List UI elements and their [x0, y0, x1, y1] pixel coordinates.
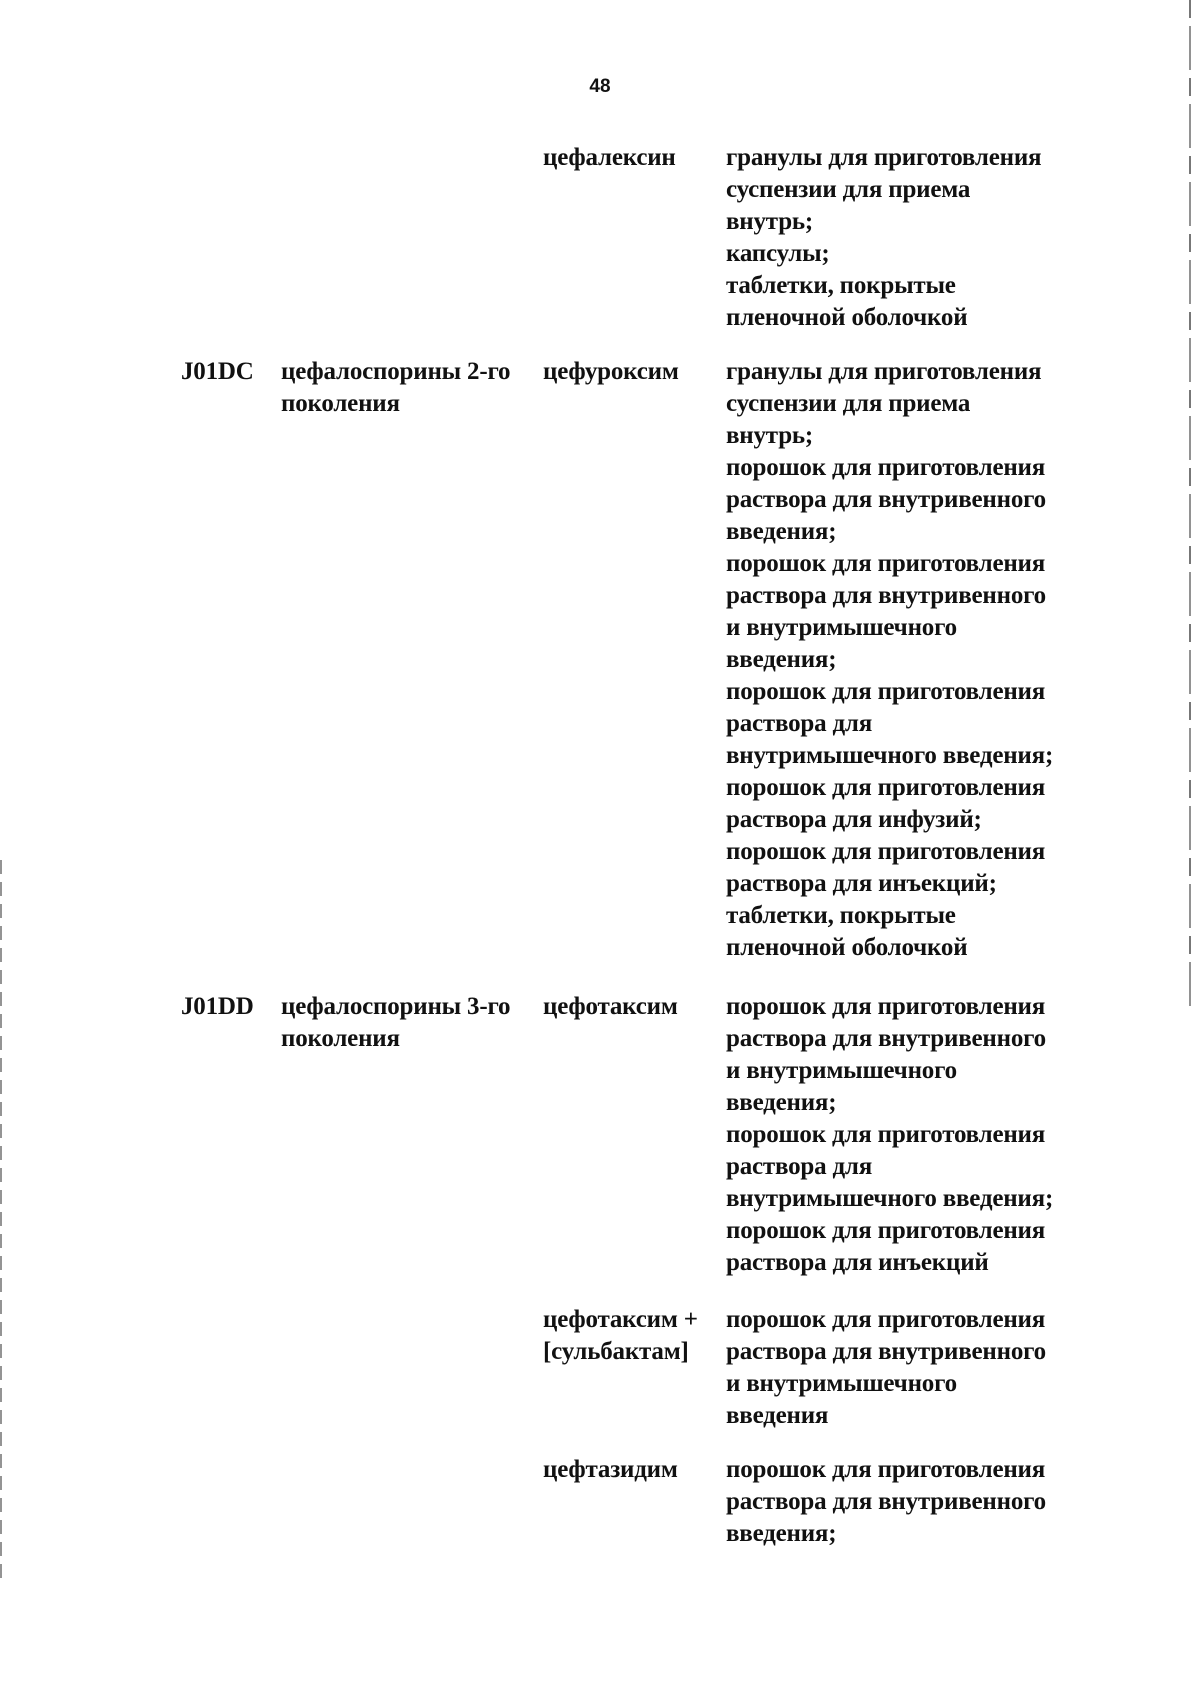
page-number: 48	[589, 76, 611, 97]
drug-name: цефуроксим	[543, 358, 679, 385]
dosage-forms: порошок для приготовления раствора для внутривенного введения;	[726, 1456, 1046, 1547]
dosage-forms: гранулы для приготовления суспензии для приема внутрь; капсулы; таблетки, покрытые пленочной оболочкой	[726, 144, 1042, 331]
pharmacological-group: цефалоспорины 2-го поколения	[281, 358, 511, 417]
dosage-forms: гранулы для приготовления суспензии для приема внутрь; порошок для приготовления раствора для внутривенного введения; порошок для приготовления раствора для внутривенного и внутримышечного введения; порошок для приготовления раствора для внутримышечного введения; порошок для приготовления раствора для инфузий; порошок для приготовления раствора для инъекций; таблетки, покрытые пленочной оболочкой	[726, 358, 1054, 961]
scan-edge-artifact-left	[0, 860, 2, 1580]
scan-edge-artifact	[1189, 0, 1191, 1010]
dosage-forms: порошок для приготовления раствора для внутривенного и внутримышечного введения	[726, 1306, 1046, 1429]
atc-code: J01DC	[181, 358, 254, 385]
pharmacological-group: цефалоспорины 3-го поколения	[281, 993, 511, 1052]
drug-name: цефотаксим	[543, 993, 678, 1020]
drug-name: цефалексин	[543, 144, 676, 171]
drug-name: цефотаксим + [сульбактам]	[543, 1306, 698, 1365]
drug-name: цефтазидим	[543, 1456, 678, 1483]
atc-code: J01DD	[181, 993, 254, 1020]
dosage-forms: порошок для приготовления раствора для внутривенного и внутримышечного введения; порошок для приготовления раствора для внутримышечного введения; порошок для приготовления раствора для инъекций	[726, 993, 1054, 1276]
